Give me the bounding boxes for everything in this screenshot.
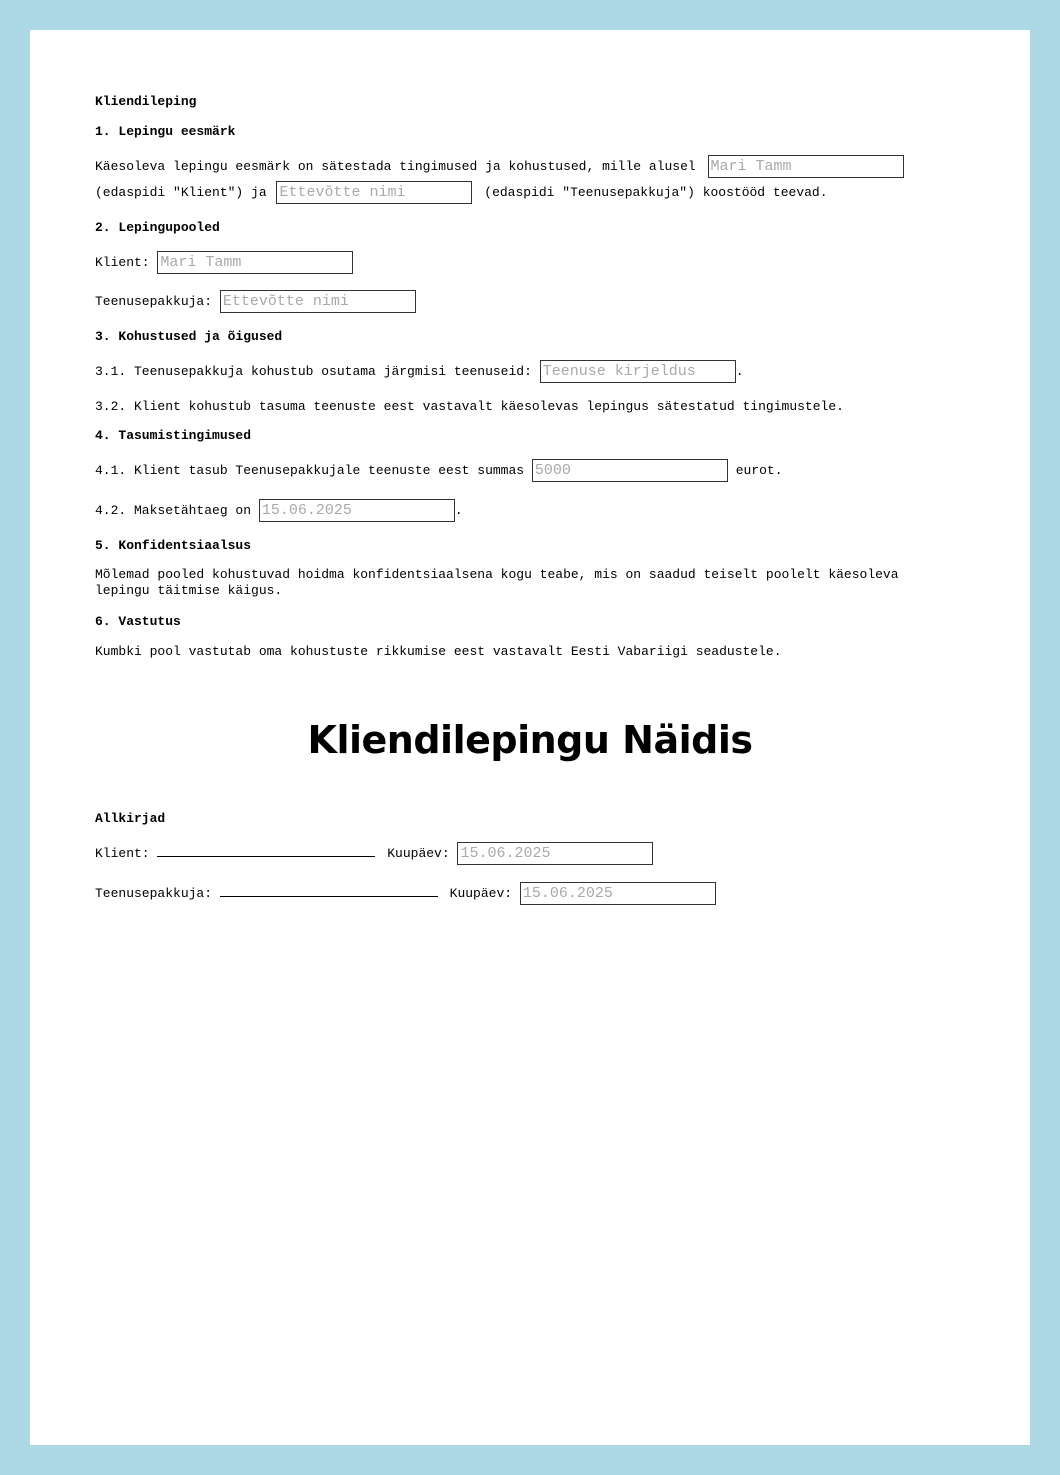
section5-title: 5. Konfidentsiaalsus [95,538,252,553]
amount-input[interactable] [532,459,728,482]
section4-item1 [95,459,783,482]
due-date-input[interactable] [259,499,455,522]
provider-input[interactable] [220,290,416,313]
section3-item1-suffix: . [735,363,744,379]
section1-text-a: Käesoleva lepingu eesmärk on sätestada tingimused ja kohustused, mille alusel [95,158,696,174]
client-date-label: Kuupäev: [387,845,450,861]
section4-item1-suffix: eurot. [735,462,783,478]
banner-title: Kliendilepingu Näidis [307,718,753,762]
section1-text-b: (edaspidi "Klient") ja [95,184,267,200]
client-row [95,251,353,274]
client-signature-line[interactable] [157,844,375,857]
document-heading: Kliendileping [95,94,197,109]
section1-title: 1. Lepingu eesmärk [95,124,236,139]
client-name-input[interactable] [708,155,904,178]
document-page [30,30,1030,1445]
service-description-input[interactable] [540,360,736,383]
section6-title: 6. Vastutus [95,614,181,629]
company-name-input[interactable] [276,181,472,204]
client-label: Klient: [95,254,150,270]
client-signature-label: Klient: [95,845,150,861]
section3-item1-text: 3.1. Teenusepakkuja kohustub osutama järgmisi teenuseid: [95,363,532,379]
provider-signature-label: Teenusepakkuja: [95,885,213,901]
section3-item2: 3.2. Klient kohustub tasuma teenuste eest vastavalt käesolevas lepingus sätestatud tingimustele. [95,399,844,414]
section3-title: 3. Kohustused ja õigused [95,329,283,344]
client-date-input[interactable] [457,842,653,865]
section3-item1 [95,360,744,383]
provider-date-input[interactable] [520,882,716,905]
section4-item2 [95,499,463,522]
section1-line1 [95,155,904,178]
section1-text-c: (edaspidi "Teenusepakkuja") koostööd teevad. [484,184,828,200]
provider-signature-line[interactable] [220,884,438,897]
section2-title: 2. Lepingupooled [95,220,220,235]
client-signature-row [95,842,653,865]
provider-signature-row [95,882,716,905]
section4-item2-text: 4.2. Maksetähtaeg on [95,502,252,518]
provider-label: Teenusepakkuja: [95,293,213,309]
provider-row [95,290,416,313]
section4-item2-suffix: . [454,502,463,518]
section4-item1-text: 4.1. Klient tasub Teenusepakkujale teenuste eest summas [95,462,525,478]
section5-text: Mõlemad pooled kohustuvad hoidma konfidentsiaalsena kogu teabe, mis on saadud teiselt poolelt käesoleva lepingu täitmise käigus. [95,567,899,598]
provider-date-label: Kuupäev: [449,885,513,901]
signatures-title: Allkirjad [95,811,166,826]
section1-line2 [95,181,828,204]
section6-text: Kumbki pool vastutab oma kohustuste rikkumise eest vastavalt Eesti Vabariigi seadustele. [95,644,782,659]
section4-title: 4. Tasumistingimused [95,428,252,443]
client-input[interactable] [157,251,353,274]
